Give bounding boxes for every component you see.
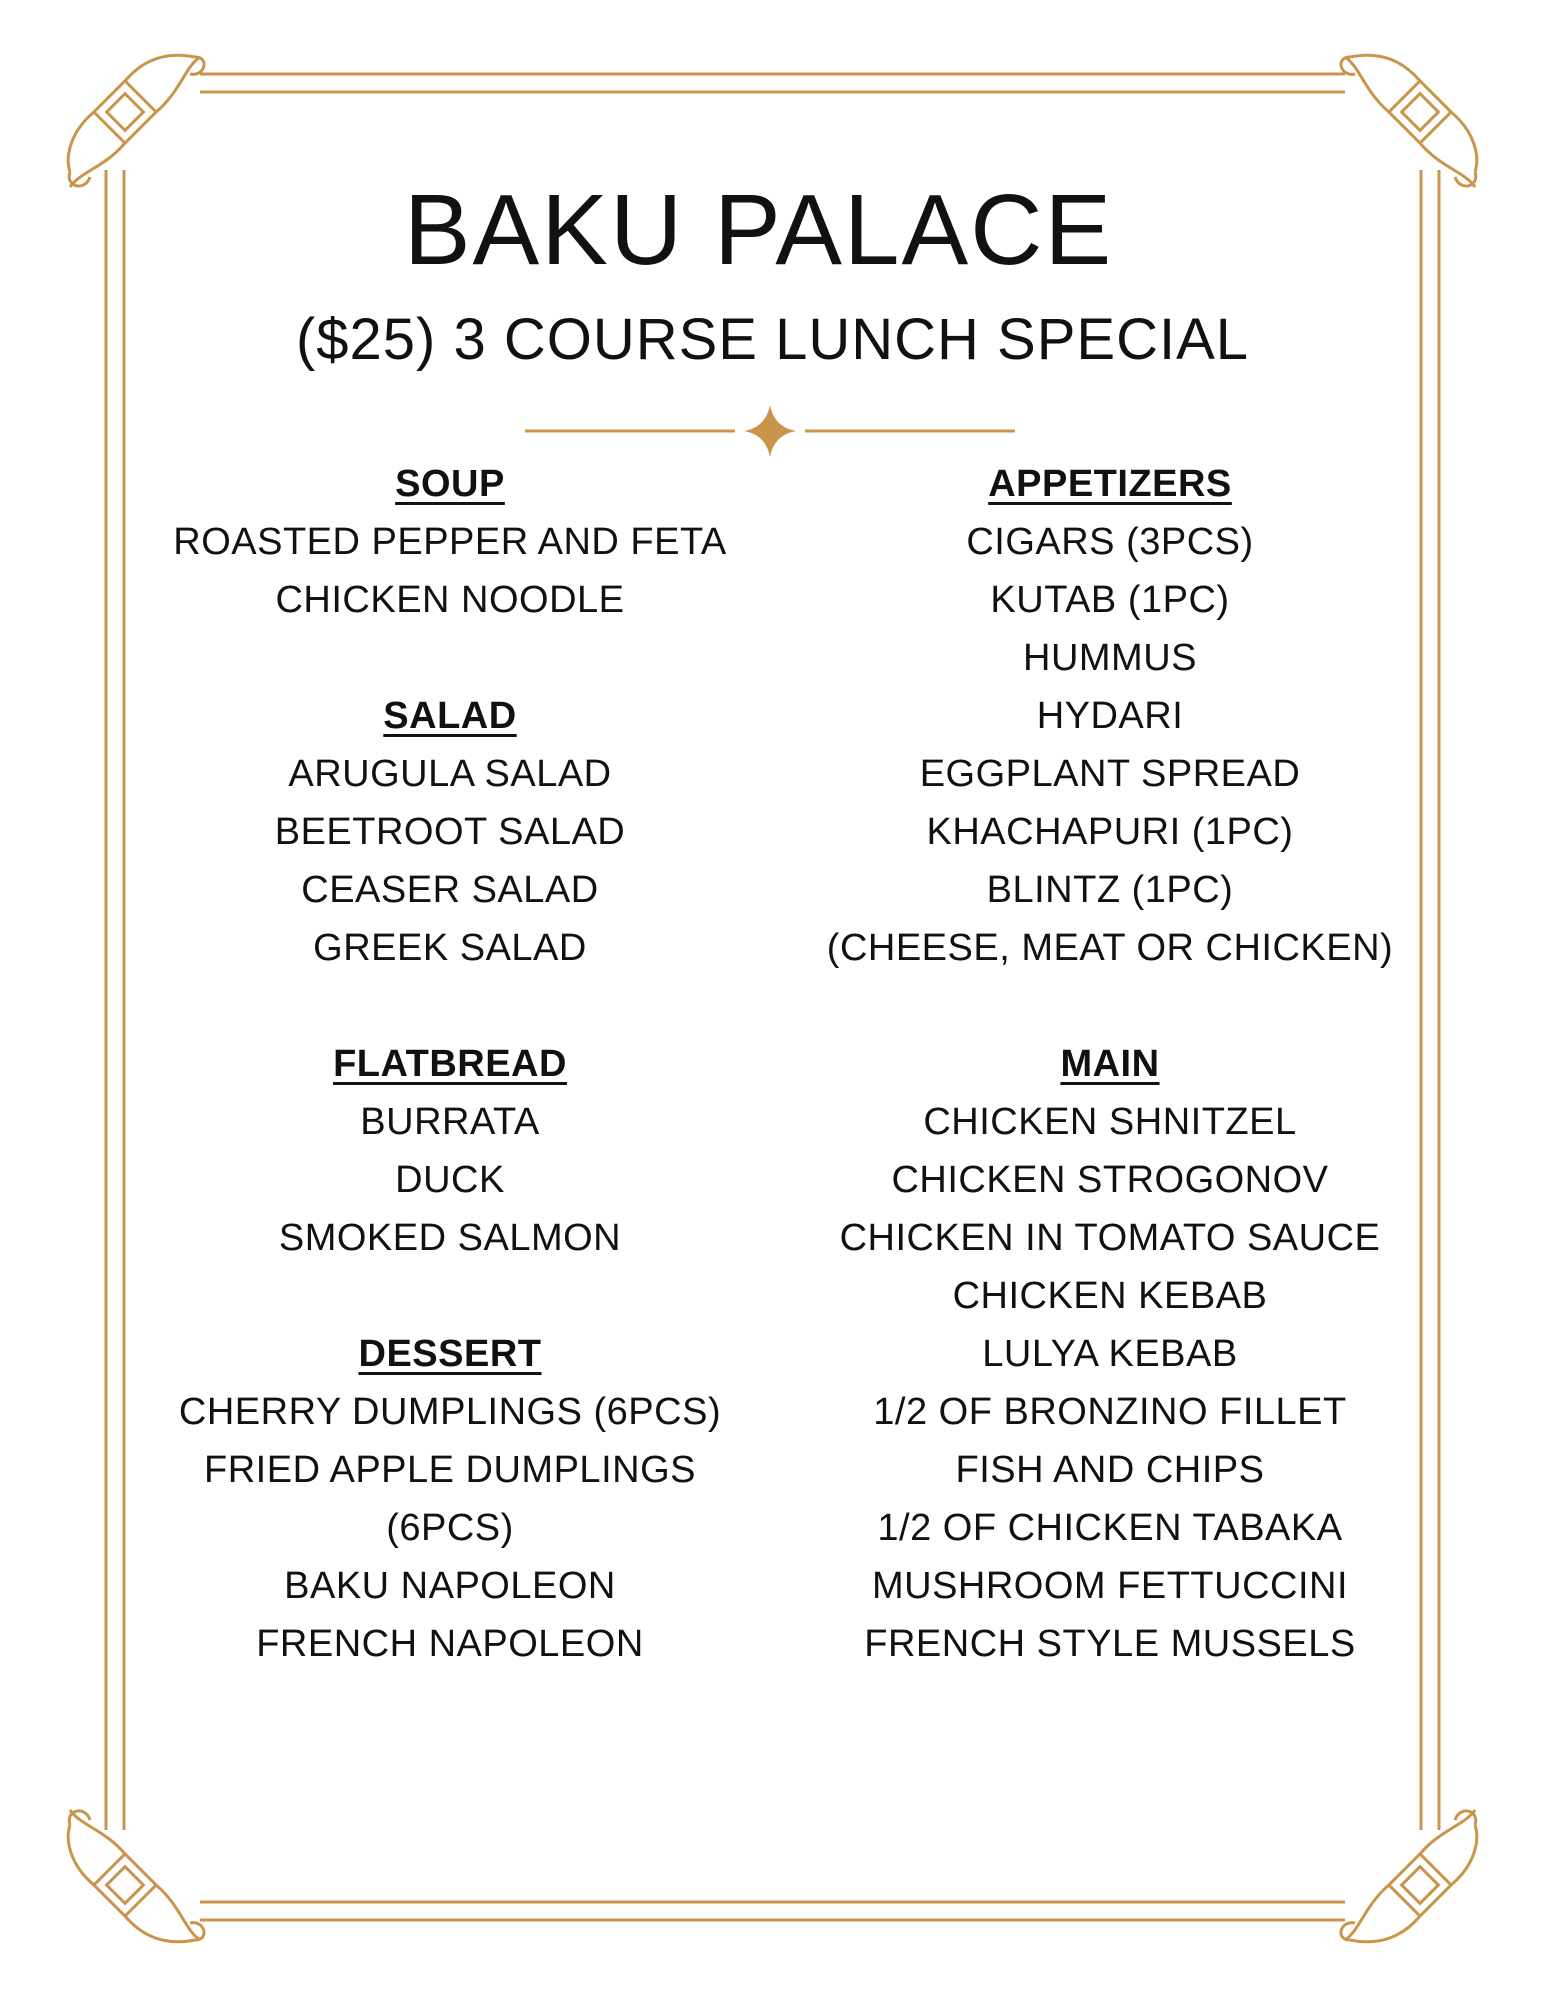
menu-item: BURRATA — [360, 1101, 540, 1143]
menu-item: CIGARS (3PCS) — [966, 521, 1254, 563]
menu-item: CHICKEN IN TOMATO SAUCE — [839, 1217, 1381, 1259]
menu-item: GREEK SALAD — [313, 927, 587, 969]
menu-item: ROASTED PEPPER AND FETA — [173, 521, 727, 563]
menu-item: SMOKED SALMON — [278, 1217, 622, 1259]
menu-item: BLINTZ (1PC) — [986, 869, 1234, 911]
menu-item: BEETROOT SALAD — [274, 811, 626, 853]
lunch-special-title: ($25) 3 COURSE LUNCH SPECIAL — [295, 307, 1250, 372]
menu-item: BAKU NAPOLEON — [284, 1565, 616, 1607]
menu-item: HUMMUS — [1023, 637, 1197, 679]
menu-item: CEASER SALAD — [301, 869, 599, 911]
section-title-dessert: DESSERT — [358, 1333, 542, 1375]
menu-item: FRIED APPLE DUMPLINGS — [204, 1449, 696, 1491]
left-menu-column — [120, 455, 780, 1673]
corner-ornament-top-left-icon — [68, 55, 204, 187]
menu-item: FRENCH STYLE MUSSELS — [864, 1623, 1356, 1665]
restaurant-name: BAKU PALACE — [403, 174, 1114, 286]
menu-item: KHACHAPURI (1PC) — [926, 811, 1294, 853]
menu-item: FRENCH NAPOLEON — [256, 1623, 644, 1665]
menu-item: 1/2 OF CHICKEN TABAKA — [877, 1507, 1343, 1549]
menu-item: HYDARI — [1036, 695, 1184, 737]
section-title-salad: SALAD — [383, 695, 517, 737]
menu-item: MUSHROOM FETTUCCINI — [871, 1565, 1349, 1607]
section-title-flatbread: FLATBREAD — [333, 1043, 567, 1085]
menu-item: (CHEESE, MEAT OR CHICKEN) — [826, 927, 1394, 969]
menu-item: (6PCS) — [386, 1507, 514, 1549]
corner-ornament-bottom-left-icon — [68, 1810, 204, 1942]
section-title-soup: SOUP — [395, 463, 505, 505]
menu-item: CHICKEN STROGONOV — [891, 1159, 1329, 1201]
section-title-appetizers: APPETIZERS — [988, 463, 1232, 505]
menu-item: EGGPLANT SPREAD — [919, 753, 1301, 795]
menu-item: 1/2 OF BRONZINO FILLET — [873, 1391, 1347, 1433]
menu-item: CHICKEN SHNITZEL — [923, 1101, 1297, 1143]
right-menu-column — [780, 455, 1440, 1673]
menu-item: CHICKEN KEBAB — [952, 1275, 1268, 1317]
menu-item: CHICKEN NOODLE — [275, 579, 625, 621]
menu-item: KUTAB (1PC) — [990, 579, 1230, 621]
menu-item: DUCK — [395, 1159, 505, 1201]
section-title-main: MAIN — [1060, 1043, 1160, 1085]
menu-item: ARUGULA SALAD — [288, 753, 612, 795]
menu-item: FISH AND CHIPS — [955, 1449, 1265, 1491]
corner-ornament-top-right-icon — [1341, 55, 1477, 187]
divider-star-icon — [525, 405, 1015, 457]
menu-item: CHERRY DUMPLINGS (6PCS) — [178, 1391, 722, 1433]
menu-item: LULYA KEBAB — [982, 1333, 1238, 1375]
corner-ornament-bottom-right-icon — [1341, 1810, 1477, 1942]
